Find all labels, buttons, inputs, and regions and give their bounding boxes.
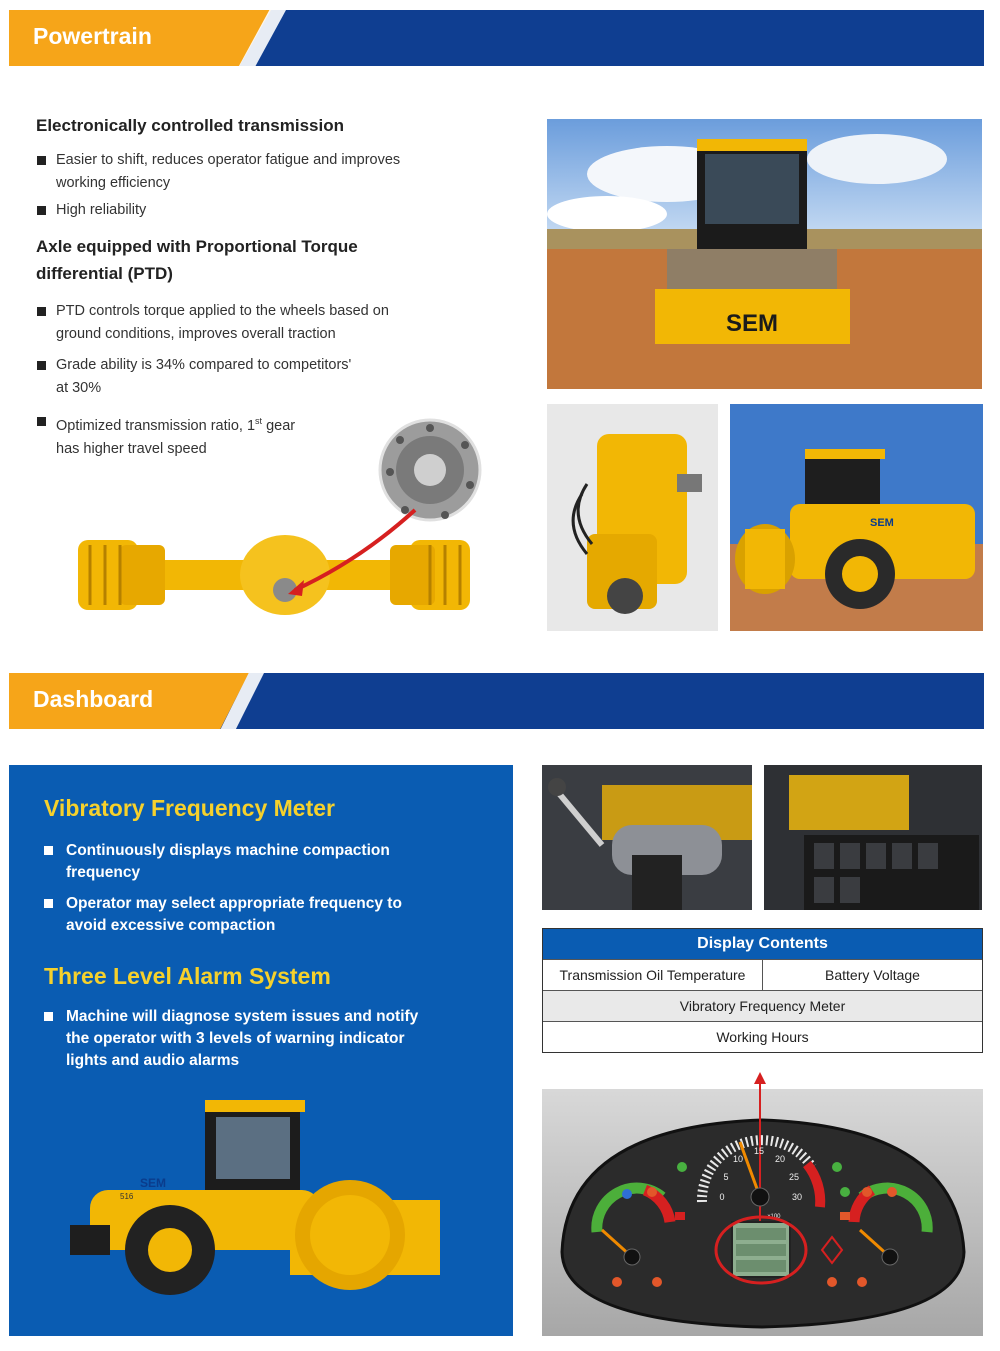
- bullet-line: Machine will diagnose system issues and notify: [66, 1008, 419, 1025]
- table-row: [543, 990, 982, 1021]
- bullet-line: avoid excessive compaction: [66, 917, 276, 934]
- transmission-photo: [547, 404, 718, 631]
- display-contents-header: Display Contents: [543, 929, 982, 959]
- transmission-heading: Electronically controlled transmission: [36, 116, 344, 135]
- gear-line-prefix: Optimized transmission ratio, 1: [56, 417, 256, 434]
- table-cell: Battery Voltage: [762, 960, 982, 990]
- gauge-tick-10: 10: [732, 1154, 744, 1164]
- roller-side-brand-text: SEM: [140, 1176, 167, 1190]
- cab-control-photo-left: [542, 765, 752, 910]
- drum-brand-text: SEM: [725, 310, 779, 337]
- gauge-unit: x100: [767, 1214, 781, 1220]
- transmission-image: [547, 404, 718, 631]
- cab-lever-image: [542, 765, 752, 910]
- roller-side-image: [60, 1095, 450, 1305]
- gauge-tick-5: 5: [723, 1172, 729, 1182]
- list-item: [66, 840, 390, 884]
- roller-field-photo: [730, 404, 983, 631]
- bullet-line: Grade ability is 34% compared to competitors': [56, 357, 352, 373]
- roller-brand-text: SEM: [870, 517, 894, 529]
- bullet-line: PTD controls torque applied to the wheels based on: [56, 303, 389, 319]
- roller-illustration: [60, 1095, 450, 1305]
- dashboard-section-bar: [9, 673, 984, 729]
- instrument-cluster-image: [542, 1072, 983, 1336]
- list-item: [56, 149, 400, 195]
- drum-roller-image: [547, 119, 982, 389]
- roller-field-image: [730, 404, 983, 631]
- display-contents-table: [542, 928, 983, 1053]
- list-item: [56, 354, 351, 400]
- bullet-line: lights and audio alarms: [66, 1052, 240, 1069]
- bullet-line: Easier to shift, reduces operator fatigue and improves: [56, 152, 401, 168]
- bullet-line: the operator with 3 levels of warning indicator: [66, 1030, 405, 1047]
- bullet-line: High reliability: [56, 202, 147, 218]
- axle-heading: [36, 233, 358, 287]
- gauge-tick-0: 0: [719, 1192, 725, 1202]
- bullet-line: Continuously displays machine compaction: [66, 842, 390, 859]
- bullet-line: frequency: [66, 864, 141, 881]
- axle-drawing: [60, 410, 490, 630]
- cab-switch-panel-image: [764, 765, 982, 910]
- table-row: [543, 1021, 982, 1052]
- cab-control-photo-right: [764, 765, 982, 910]
- table-row: [543, 959, 982, 990]
- roller-model-text: 516: [120, 1192, 134, 1201]
- bullet-line: at 30%: [56, 380, 102, 396]
- bullet-line: ground conditions, improves overall traction: [56, 326, 336, 342]
- table-cell: Working Hours: [716, 1029, 809, 1045]
- gauge-tick-30: 30: [791, 1192, 803, 1202]
- drum-roller-photo: [547, 119, 982, 389]
- list-item: [56, 199, 146, 222]
- bullet-line: working efficiency: [56, 175, 171, 191]
- list-item: [56, 300, 389, 346]
- table-cell: Vibratory Frequency Meter: [679, 998, 846, 1014]
- gauge-tick-25: 25: [788, 1172, 800, 1182]
- dashboard-section-title: Dashboard: [33, 686, 154, 712]
- list-item: [66, 893, 402, 937]
- table-cell: Transmission Oil Temperature: [559, 967, 746, 983]
- instrument-cluster: [542, 1072, 983, 1336]
- frequency-meter-heading: Vibratory Frequency Meter: [44, 795, 336, 821]
- bullet-line: has higher travel speed: [56, 440, 207, 457]
- gauge-tick-15: 15: [753, 1146, 765, 1156]
- gear-line-sup: st: [255, 416, 263, 426]
- list-item: [66, 1006, 418, 1072]
- bullet-line: Operator may select appropriate frequency to: [66, 895, 402, 912]
- axle-illustration: [60, 410, 490, 630]
- heading-line: Axle equipped with Proportional Torque: [36, 237, 358, 256]
- gauge-tick-20: 20: [774, 1154, 786, 1164]
- alarm-system-heading: Three Level Alarm System: [44, 963, 331, 989]
- heading-line: differential (PTD): [36, 264, 173, 283]
- gear-line-suffix: gear: [262, 417, 296, 434]
- powertrain-section-bar: [9, 10, 984, 66]
- powertrain-section-title: Powertrain: [33, 23, 152, 49]
